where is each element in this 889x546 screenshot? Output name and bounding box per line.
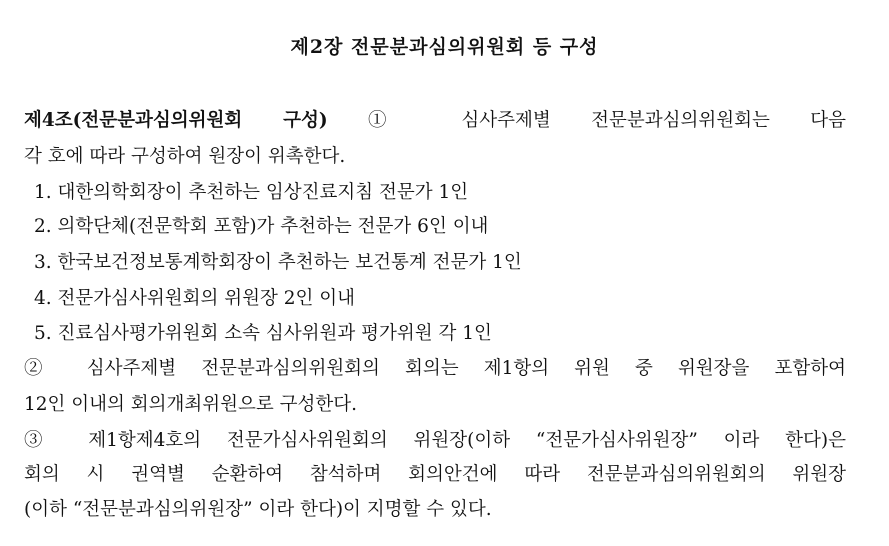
paragraph3-line1: ③ 제1항제4호의 전문가심사위원회의 위원장(이하 “전문가심사위원장” 이라 한다)은	[24, 430, 846, 451]
list-item-2: 2. 의학단체(전문학회 포함)가 추천하는 전문가 6인 이내	[34, 216, 489, 237]
list-item-5: 5. 진료심사평가위원회 소속 심사위원과 평가위원 각 1인	[34, 323, 492, 344]
paragraph1-intro-line2: 각 호에 따라 구성하여 원장이 위촉한다.	[24, 146, 346, 167]
list-item-1: 1. 대한의학회장이 추천하는 임상진료지침 전문가 1인	[34, 182, 469, 203]
list-item-4: 4. 전문가심사위원회의 위원장 2인 이내	[34, 288, 356, 309]
list-item-3: 3. 한국보건정보통계학회장이 추천하는 보건통계 전문가 1인	[34, 252, 522, 273]
paragraph2-line2: 12인 이내의 회의개최위원으로 구성한다.	[24, 394, 358, 415]
paragraph1-intro-line1: ① 심사주제별 전문분과심의위원회는 다음	[368, 110, 846, 131]
paragraph2-line1: ② 심사주제별 전문분과심의위원회의 회의는 제1항의 위원 중 위원장을 포함하여	[24, 358, 846, 379]
paragraph3-line3: (이하 “전문분과심의위원장” 이라 한다)이 지명할 수 있다.	[24, 499, 492, 520]
article-first-line	[24, 108, 846, 134]
paragraph3-line2: 회의 시 권역별 순환하여 참석하며 회의안건에 따라 전문분과심의위원회의 위원장	[24, 464, 846, 485]
chapter-title: 제2장 전문분과심의위원회 등 구성	[290, 36, 599, 58]
article-heading: 제4조(전문분과심의위원회 구성)	[24, 110, 328, 131]
